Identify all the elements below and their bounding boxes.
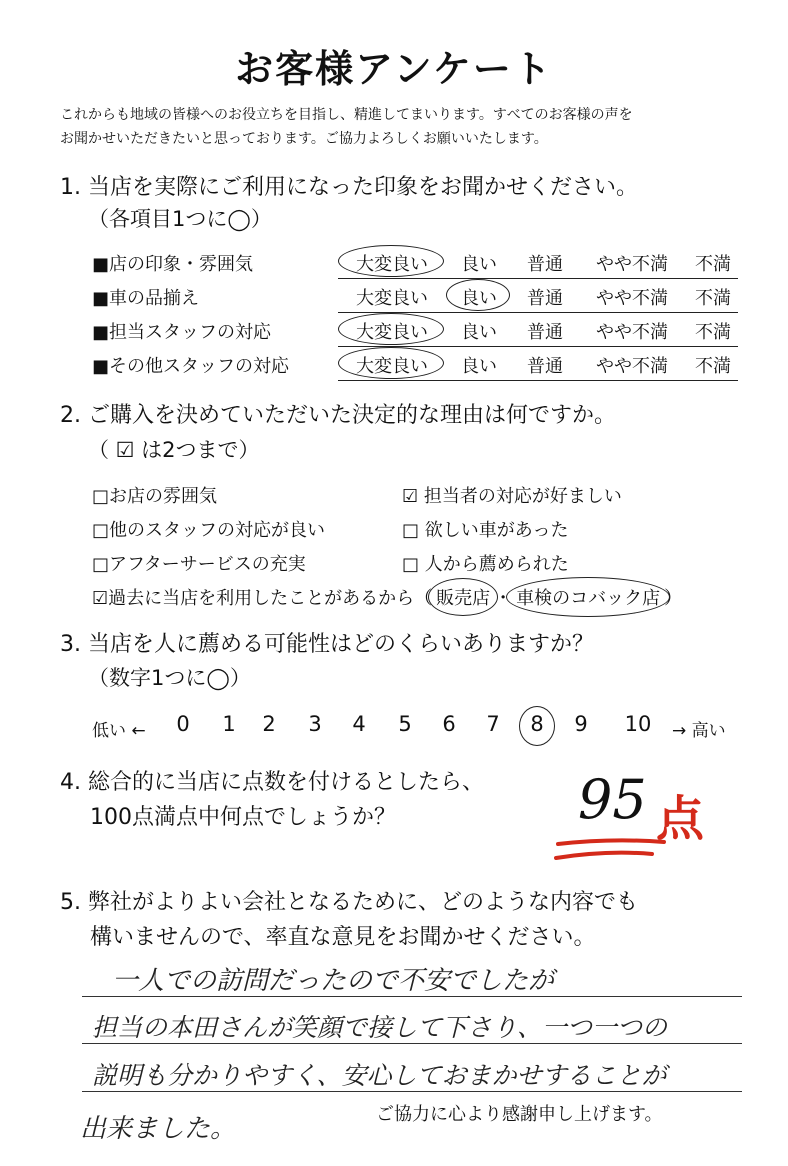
q1-option[interactable]: やや不満: [596, 356, 668, 377]
selection-circle: [338, 347, 444, 379]
q1-option[interactable]: やや不満: [596, 288, 668, 309]
q2-option-wanted-car[interactable]: □ 欲しい車があった: [402, 520, 569, 541]
q2-option-past-use[interactable]: ☑過去に当店を利用したことがあるから（ 販売店 ・ 車検のコバック店 ）: [92, 584, 682, 610]
q3-note: （数字1つに◯）: [88, 666, 251, 690]
q1-option[interactable]: 普通: [527, 288, 563, 309]
intro-line-2: お聞かせいただきたいと思っております。ご協力よろしくお願いいたします。: [60, 131, 548, 147]
q1-option[interactable]: 不満: [695, 356, 731, 377]
q1-option[interactable]: 良い: [461, 254, 497, 275]
q3-scale-number[interactable]: 7: [486, 712, 500, 736]
q1-row-underline: [338, 380, 738, 381]
q1-option[interactable]: 良い: [461, 322, 497, 343]
q3-scale-number[interactable]: 8: [530, 712, 544, 736]
q3-high-label: → 高い: [672, 721, 726, 741]
thanks-message: ご協力に心より感謝申し上げます。: [376, 1104, 663, 1125]
q1-option[interactable]: 大変良い: [356, 288, 428, 309]
q1-option[interactable]: 良い: [461, 356, 497, 377]
q1-option[interactable]: やや不満: [596, 254, 668, 275]
q3-scale-number[interactable]: 6: [442, 712, 456, 736]
q1-option[interactable]: 大変良い: [356, 356, 428, 377]
selection-circle: [338, 313, 444, 345]
selection-circle: [428, 578, 498, 616]
q1-row-label: ■店の印象・雰囲気: [92, 254, 254, 275]
q3-low-label: 低い ←: [92, 721, 146, 741]
q2-choice-kobac: 車検のコバック店: [512, 584, 664, 610]
q1-row-label: ■担当スタッフの対応: [92, 322, 272, 343]
q1-row-underline: [338, 278, 738, 279]
q5-answer-line-4: 出来ました。: [80, 1114, 237, 1144]
q3-scale-number[interactable]: 5: [398, 712, 412, 736]
q2-option-recommended[interactable]: □ 人から薦められた: [402, 554, 569, 575]
selection-circle: [506, 577, 670, 617]
q2-option-atmosphere[interactable]: □お店の雰囲気: [92, 486, 218, 507]
q4-question-line-2: 100点満点中何点でしょうか？: [90, 805, 396, 830]
q3-scale-number[interactable]: 10: [624, 712, 652, 736]
q5-question-line-2: 構いませんので、率直な意見をお聞かせください。: [90, 925, 596, 950]
q3-scale-number[interactable]: 0: [176, 712, 190, 736]
q1-note: （各項目1つに◯）: [88, 207, 272, 231]
q1-option[interactable]: 良い: [461, 288, 497, 309]
q5-answer-line-3: 説明も分かりやすく、安心しておまかせすることが: [92, 1061, 667, 1090]
selection-circle: [446, 279, 510, 311]
q5-answer-line-2: 担当の本田さんが笑顔で接して下さり、一つ一つの: [92, 1013, 668, 1042]
q1-option[interactable]: 不満: [695, 322, 731, 343]
q4-score-value: 95: [578, 768, 647, 831]
intro-line-1: これからも地域の皆様へのお役立ちを目指し、精進してまいります。すべてのお客様の声を: [60, 107, 633, 123]
q4-question-line-1: 4. 総合的に当店に点数を付けるとしたら、: [60, 770, 484, 795]
q1-option[interactable]: 不満: [695, 254, 731, 275]
q3-scale-number[interactable]: 2: [262, 712, 276, 736]
q1-option[interactable]: 普通: [527, 322, 563, 343]
q2-option-other-staff[interactable]: □他のスタッフの対応が良い: [92, 520, 326, 541]
q5-answer-line-1: 一人での訪問だったので不安でしたが: [112, 966, 555, 996]
q2-option-aftercare[interactable]: □アフターサービスの充実: [92, 554, 306, 575]
q3-scale-number[interactable]: 3: [308, 712, 322, 736]
score-underline: [552, 836, 672, 864]
selection-circle: [519, 706, 555, 746]
q1-option[interactable]: 大変良い: [356, 322, 428, 343]
q1-option[interactable]: 不満: [695, 288, 731, 309]
q1-question: 1. 当店を実際にご利用になった印象をお聞かせください。: [60, 175, 638, 200]
q1-row-label: ■その他スタッフの対応: [92, 356, 290, 377]
q2-past-use-prefix: ☑過去に当店を利用したことがあるから（: [92, 588, 433, 609]
q1-option[interactable]: やや不満: [596, 322, 668, 343]
q1-option[interactable]: 普通: [527, 254, 563, 275]
q3-question: 3. 当店を人に薦める可能性はどのくらいありますか？: [60, 632, 594, 657]
q2-choice-dealer: 販売店: [432, 584, 494, 610]
q3-scale-number[interactable]: 9: [574, 712, 588, 736]
survey-title: お客様アンケート: [235, 47, 553, 91]
q3-scale-number[interactable]: 1: [222, 712, 236, 736]
q5-question-line-1: 5. 弊社がよりよい会社となるために、どのような内容でも: [60, 890, 638, 915]
q3-scale-number[interactable]: 4: [352, 712, 366, 736]
q2-note: （ ☑ は2つまで）: [88, 438, 260, 462]
q2-option-staff-manner[interactable]: ☑ 担当者の対応が好ましい: [402, 486, 622, 507]
q1-row-label: ■車の品揃え: [92, 288, 200, 309]
q1-option[interactable]: 普通: [527, 356, 563, 377]
q4-score-unit: 点: [656, 791, 705, 847]
selection-circle: [338, 245, 444, 277]
q1-option[interactable]: 大変良い: [356, 254, 428, 275]
q2-question: 2. ご購入を決めていただいた決定的な理由は何ですか。: [60, 403, 616, 428]
